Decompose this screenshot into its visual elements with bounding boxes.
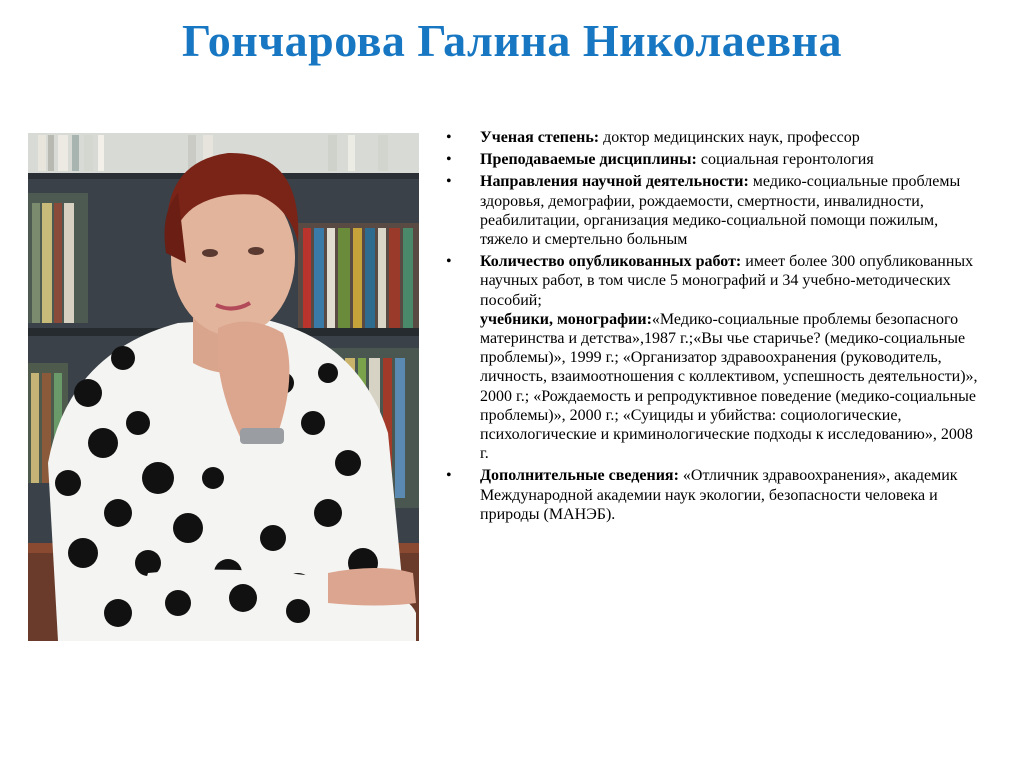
item-label-secondary: учебники, монографии:: [480, 310, 652, 328]
list-item: [440, 128, 980, 147]
bullet-icon: •: [446, 151, 452, 169]
slide-title: Гончарова Галина Николаевна: [181, 15, 843, 66]
item-text: «Отличник здравоохранения», академик Международной академии наук экологии, безопасности человека и природы (МАНЭБ).: [480, 467, 958, 523]
portrait-illustration: [28, 133, 419, 641]
item-label: Ученая степень:: [480, 129, 600, 146]
list-item: [440, 150, 980, 169]
bullet-icon: •: [446, 173, 452, 191]
portrait-photo: [28, 133, 419, 641]
list-item: [440, 172, 980, 249]
item-text-secondary: «Медико-социальные проблемы безопасного материнства и детства»,1987 г.;«Вы чье старичье? (медико-социальные проблемы)», 1999 г.; «Организатор здравоохранения (руководитель, личность, взаимоотношения с коллективом, успешность деятельности)», 2000 г.; «Рождаемость и репродуктивное поведение (медико-социальные проблемы)», 2000 г.; «Суициды и убийства: социологические, психологические и криминологические подходы к исследованию», 2008 г.: [480, 310, 978, 463]
item-text: медико-социальные проблемы здоровья, демографии, рождаемости, смертности, инвалидности, реабилитации, организация медико-социальной помощи пожилым, тяжело и смертельно больным: [480, 173, 961, 249]
item-text: имеет более 300 опубликованных научных работ, в том числе 5 монографий и 34 учебно-методических пособий;: [480, 253, 974, 309]
item-label: Дополнительные сведения:: [480, 467, 679, 485]
bullet-icon: •: [446, 467, 452, 485]
item-text: социальная геронтология: [696, 151, 874, 169]
item-label: Направления научной деятельности:: [480, 173, 749, 191]
list-item: [440, 252, 980, 463]
bullet-icon: •: [446, 253, 452, 271]
list-item: [440, 466, 980, 524]
item-text: доктор медицинских наук, профессор: [599, 129, 860, 146]
item-label: Количество опубликованных работ:: [480, 253, 742, 271]
bullet-icon: •: [446, 129, 452, 146]
bio-list: [440, 128, 980, 527]
item-label: Преподаваемые дисциплины:: [480, 151, 697, 169]
